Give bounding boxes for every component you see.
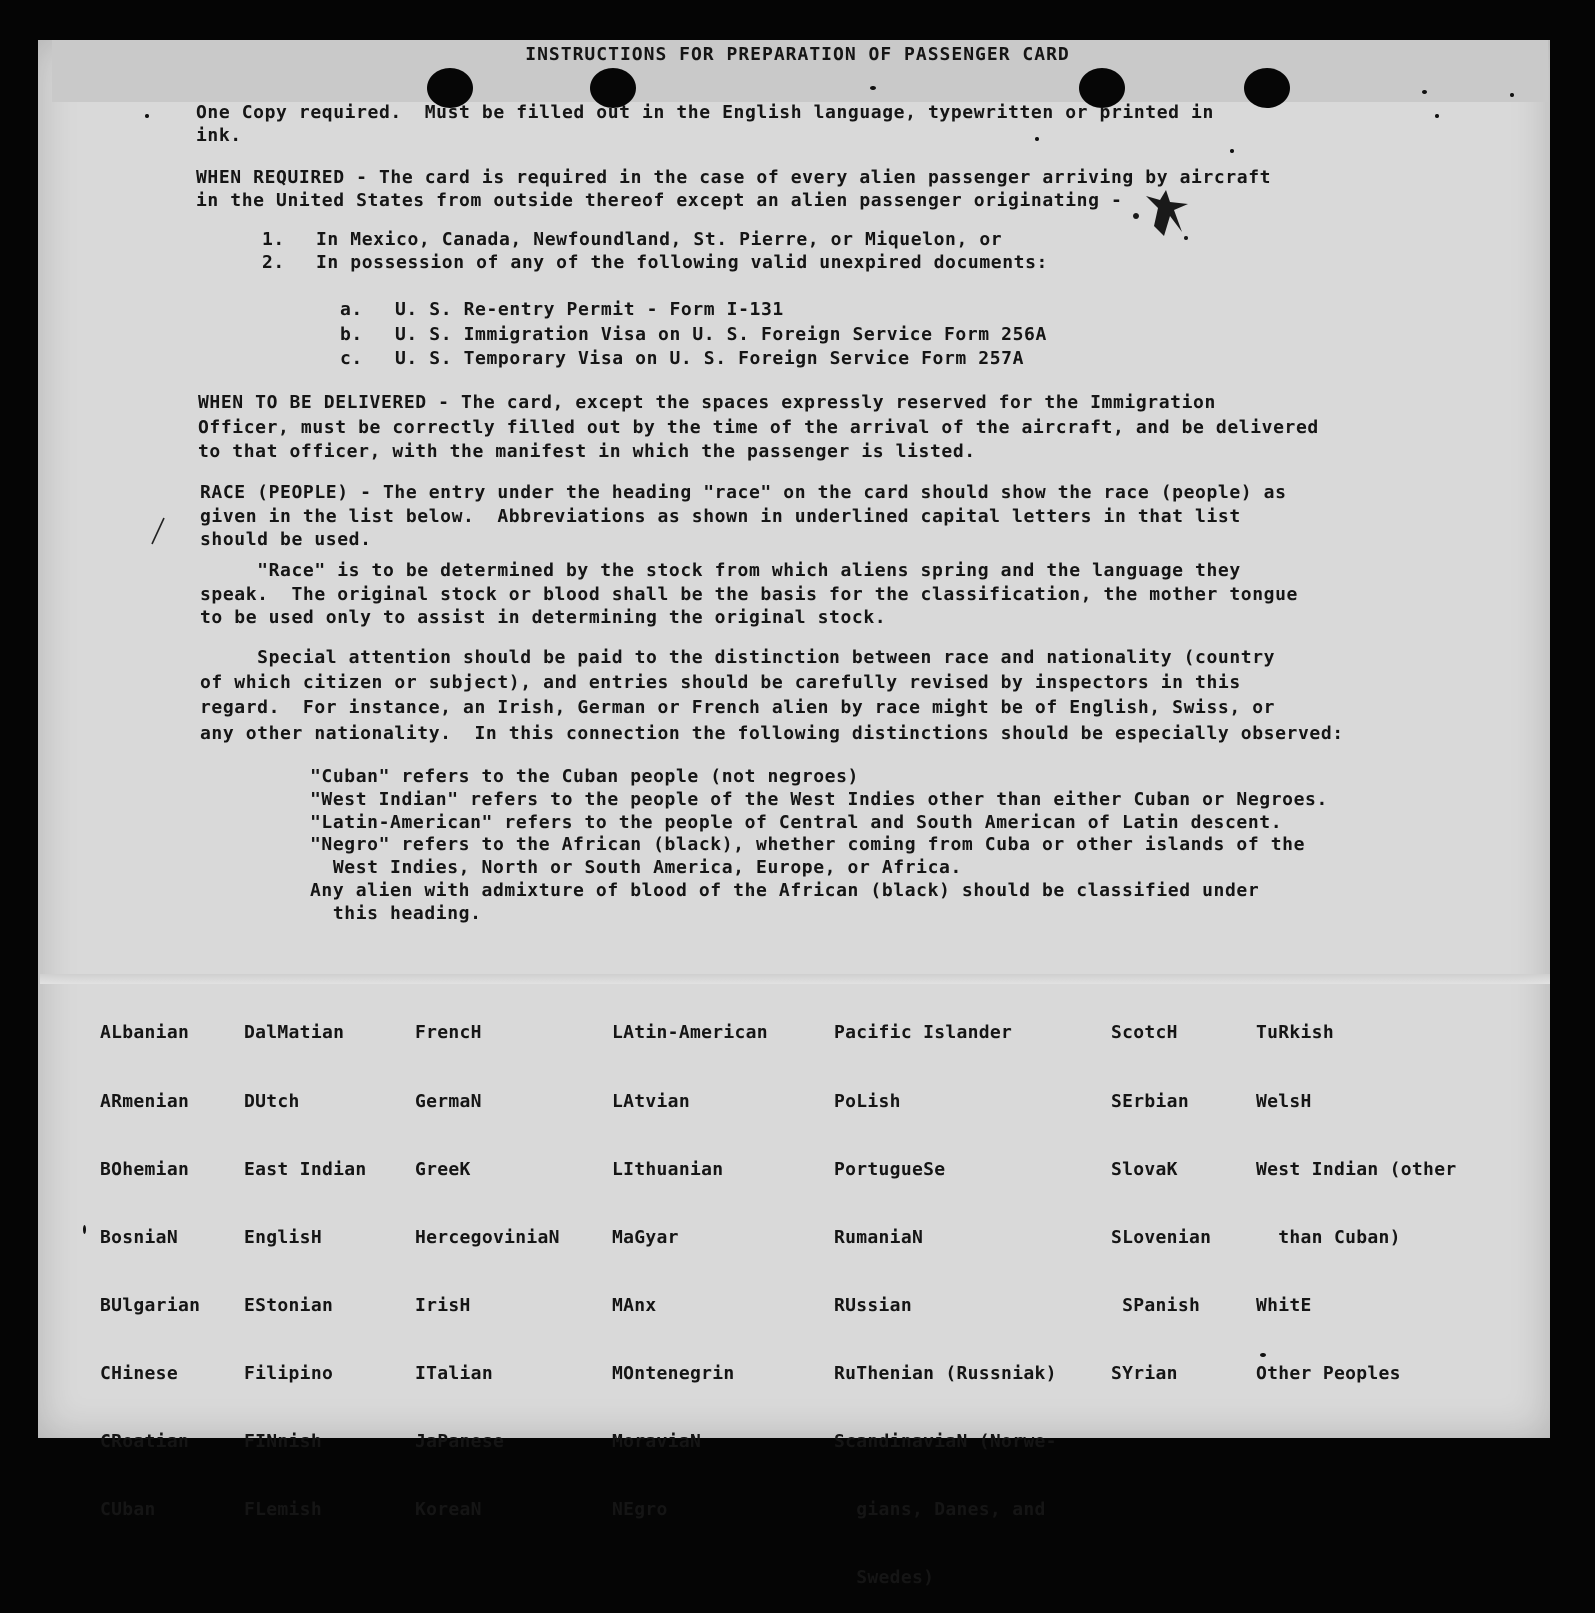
document-letter: b. (340, 324, 363, 345)
race-entry: DalMatian (244, 1022, 345, 1044)
race-entry: gians, Danes, and (834, 1499, 1046, 1521)
race-heading-paragraph: RACE (PEOPLE) - The entry under the heading "race" on the card should show the race (people) as given in the list below. Abbreviations as shown in underlined capital letters in that list should be used. (200, 482, 1287, 550)
race-entry: CUban (100, 1499, 156, 1521)
pencil-mark (150, 516, 166, 546)
race-entry: Other Peoples (1256, 1362, 1401, 1384)
race-entry: SPanish (1111, 1294, 1201, 1316)
race-column (1256, 977, 1456, 1408)
race-entry: Swedes) (834, 1567, 935, 1589)
race-entry: LIthuanian (612, 1158, 724, 1180)
race-entry: RuThenian (Russniak) (834, 1362, 1057, 1384)
document-text: U. S. Temporary Visa on U. S. Foreign Service Form 257A (395, 348, 1025, 369)
race-entry: EStonian (244, 1294, 334, 1316)
numbered-item-number: 1. (262, 229, 285, 250)
race-entry: PortugueSe (834, 1158, 946, 1180)
race-entry: FINnish (244, 1430, 322, 1452)
numbered-item-number: 2. (262, 252, 285, 273)
numbered-item-text: In Mexico, Canada, Newfoundland, St. Pierre, or Miquelon, or (316, 229, 1003, 250)
race-entry: MOntenegrin (612, 1362, 735, 1384)
race-column (100, 977, 200, 1544)
special-attention-paragraph: Special attention should be paid to the distinction between race and nationality (country of which citizen or subject), and entries should be carefully revised by inspectors in this regard. For instance, an Irish, German or French alien by race might be of English, Swiss, or any other nationality. In this connection the following distinctions should be especially observed: (200, 647, 1344, 744)
race-entry: BOhemian (100, 1158, 190, 1180)
race-entry: RumaniaN (834, 1226, 924, 1248)
speck (145, 114, 149, 118)
document-text: U. S. Immigration Visa on U. S. Foreign Service Form 256A (395, 324, 1047, 345)
race-entry: MoraviaN (612, 1430, 702, 1452)
intro-paragraph: One Copy required. Must be filled out in the English language, typewritten or printed in ink. (196, 102, 1214, 146)
race-entry: FLemish (244, 1499, 322, 1521)
when-required-paragraph: WHEN REQUIRED - The card is required in the case of every alien passenger arriving by aircraft in the United States from outside thereof except an alien passenger originating - (196, 167, 1272, 211)
race-entry: CHinese (100, 1362, 178, 1384)
race-entry: IrisH (415, 1294, 471, 1316)
distinctions-list: "Cuban" refers to the Cuban people (not negroes) "West Indian" refers to the people of the West Indies other than either Cuban or Negroes. "Latin-American" refers to the people of Central and South American of Latin descent. "Negro" refers to the African (black), whether coming from Cuba or other islands of the West Indies, North or South America, Europe, or Africa. Any alien with admixture of blood of the African (black) should be classified under this heading. (310, 766, 1328, 924)
race-entry: GreeK (415, 1158, 471, 1180)
speck (1230, 149, 1234, 153)
page-title: INSTRUCTIONS FOR PREPARATION OF PASSENGER CARD (525, 44, 1070, 65)
race-entry: CRoatian (100, 1430, 190, 1452)
race-column (1111, 977, 1211, 1408)
race-entry: ITalian (415, 1362, 493, 1384)
speck (870, 86, 876, 90)
race-definition-paragraph: "Race" is to be determined by the stock from which aliens spring and the language they speak. The original stock or blood shall be the basis for the classification, the mother tongue to be used only to assist in determining the original stock. (200, 560, 1298, 628)
race-entry: SYrian (1111, 1362, 1178, 1384)
race-entry: Pacific Islander (834, 1022, 1013, 1044)
document-letter: a. (340, 299, 363, 320)
race-entry: ScotcH (1111, 1022, 1178, 1044)
race-entry: DUtch (244, 1090, 300, 1112)
race-entry: BosniaN (100, 1226, 178, 1248)
speck (1422, 90, 1427, 94)
race-entry: RUssian (834, 1294, 912, 1316)
race-entry: KoreaN (415, 1499, 482, 1521)
race-entry: SlovaK (1111, 1158, 1178, 1180)
race-entry: MAnx (612, 1294, 657, 1316)
race-entry: BUlgarian (100, 1294, 201, 1316)
race-entry: SLovenian (1111, 1226, 1212, 1248)
race-entry: EnglisH (244, 1226, 322, 1248)
speck (1510, 93, 1514, 97)
race-entry: PoLish (834, 1090, 901, 1112)
race-entry: WhitE (1256, 1294, 1312, 1316)
race-entry: LAtvian (612, 1090, 690, 1112)
race-entry: LAtin-American (612, 1022, 768, 1044)
race-entry: GermaN (415, 1090, 482, 1112)
document-letter: c. (340, 348, 363, 369)
race-entry: West Indian (other (1256, 1158, 1457, 1180)
race-column (244, 977, 367, 1544)
race-entry: TuRkish (1256, 1022, 1334, 1044)
race-entry: MaGyar (612, 1226, 679, 1248)
race-column (612, 977, 768, 1544)
race-entry: ARmenian (100, 1090, 190, 1112)
race-entry: than Cuban) (1256, 1226, 1401, 1248)
race-entry: FrencH (415, 1022, 482, 1044)
race-entry: ScandinaviaN (Norwe- (834, 1430, 1057, 1452)
race-column (834, 977, 1057, 1613)
race-entry: NEgro (612, 1499, 668, 1521)
when-delivered-paragraph: WHEN TO BE DELIVERED - The card, except the spaces expressly reserved for the Immigration Officer, must be correctly filled out by the time of the arrival of the aircraft, and be delivered to that officer, with the manifest in which the passenger is listed. (198, 392, 1319, 462)
race-entry: SErbian (1111, 1090, 1189, 1112)
race-entry: WelsH (1256, 1090, 1312, 1112)
race-entry: HercegoviniaN (415, 1226, 560, 1248)
speck (1435, 114, 1439, 118)
race-entry: East Indian (244, 1158, 367, 1180)
race-entry: Filipino (244, 1362, 334, 1384)
race-column (415, 977, 560, 1544)
race-entry: JaPanese (415, 1430, 505, 1452)
document-text: U. S. Re-entry Permit - Form I-131 (395, 299, 784, 320)
race-entry: ALbanian (100, 1022, 190, 1044)
numbered-item-text: In possession of any of the following valid unexpired documents: (316, 252, 1048, 273)
speck (83, 1225, 86, 1234)
punch-hole (1244, 68, 1290, 108)
